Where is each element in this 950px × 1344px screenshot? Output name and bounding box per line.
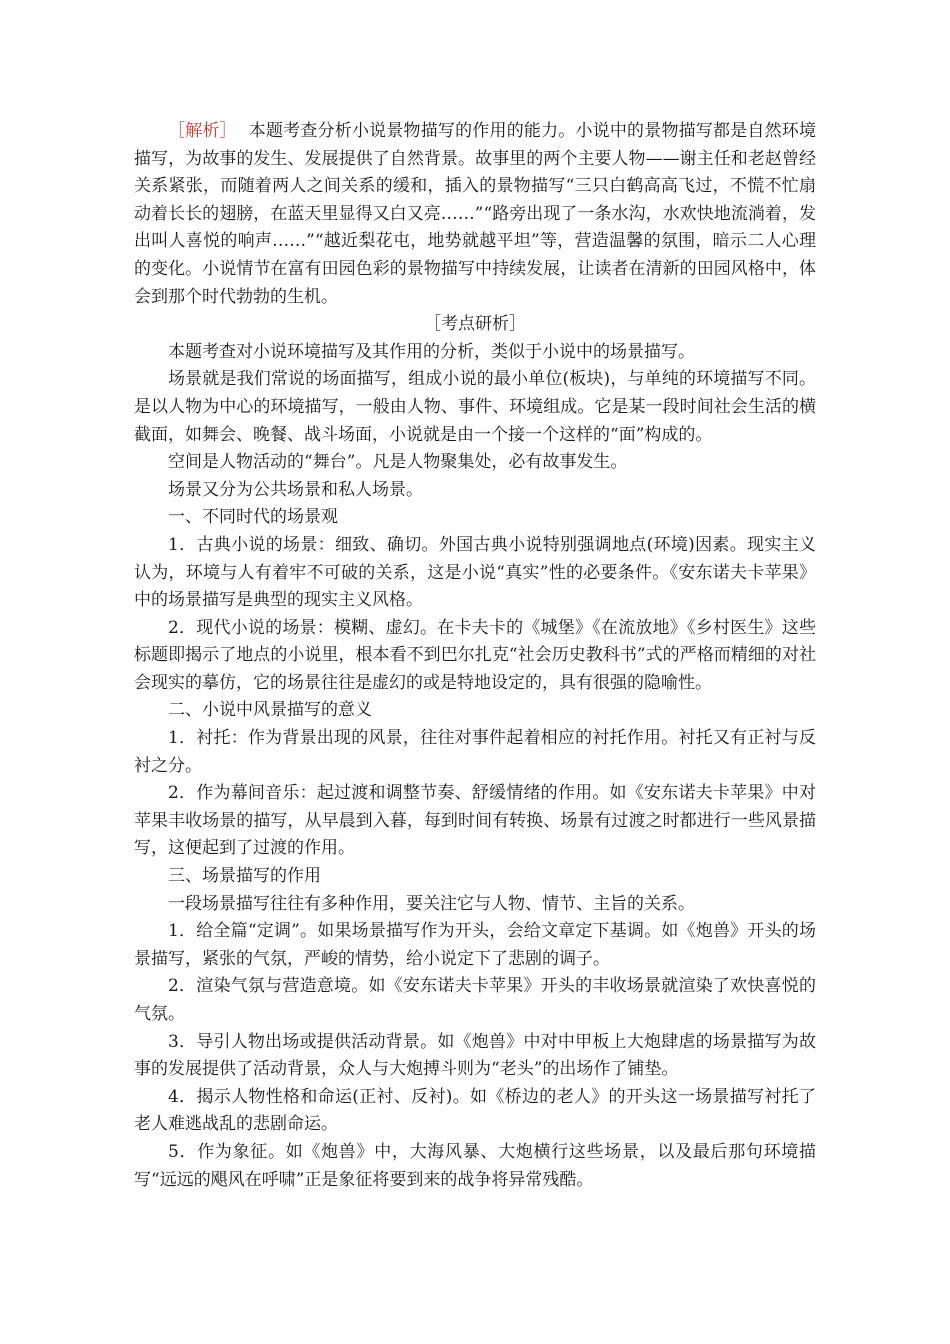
body-paragraph: 1．给全篇“定调”。如果场景描写作为开头，会给文章定下基调。如《炮兽》开头的场景描写，紧张的气氛，严峻的情势，给小说定下了悲剧的调子。 <box>134 921 816 969</box>
body-paragraph: 场景就是我们常说的场面描写，组成小说的最小单位(板块)，与单纯的环境描写不同。是以人物为中心的环境描写，一般由人物、事件、环境组成。它是某一段时间社会生活的横截面，如舞会、晚餐、战斗场面，小说就是由一个接一个这样的“面”构成的。 <box>134 369 816 445</box>
body-paragraph: 场景又分为公共场景和私人场景。 <box>168 479 423 500</box>
body-paragraph: 4．揭示人物性格和命运(正衬、反衬)。如《桥边的老人》的开头这一场景描写衬托了老人难逃战乱的悲剧命运。 <box>134 1086 816 1135</box>
document-page <box>134 118 816 1194</box>
subheading: 三、场景描写的作用 <box>168 866 321 887</box>
body-paragraph: 2．渲染气氛与营造意境。如《安东诺夫卡苹果》开头的丰收场景就渲染了欢快喜悦的气氛。 <box>134 976 816 1024</box>
body-paragraph: 本题考查对小说环境描写及其作用的分析，类似于小说中的场景描写。 <box>168 341 695 362</box>
body-paragraph: 空间是人物活动的“舞台”。凡是人物聚集处，必有故事发生。 <box>168 452 628 473</box>
subheading: 二、小说中风景描写的意义 <box>168 700 372 721</box>
body-paragraph: 1．古典小说的场景：细致、确切。外国古典小说特别强调地点(环境)因素。现实主义认为，环境与人有着牢不可破的关系，这是小说“真实”性的必要条件。《安东诺夫卡苹果》中的场景描写是典型的现实主义风格。 <box>134 534 816 611</box>
body-paragraph: 一段场景描写往往有多种作用，要关注它与人物、情节、主旨的关系。 <box>168 893 695 914</box>
body-paragraph: 2．现代小说的场景：模糊、虚幻。在卡夫卡的《城堡》《在流放地》《乡村医生》这些标题即揭示了地点的小说里，根本看不到巴尔扎克“社会历史教科书”式的严格而精细的对社会现实的摹仿，它的场景往往是虚幻的或是特地设定的，具有很强的隐喻性。 <box>134 617 816 693</box>
analysis-text: 本题考查分析小说景物描写的作用的能力。小说中的景物描写都是自然环境描写，为故事的发生、发展提供了自然背景。故事里的两个主要人物——谢主任和老赵曾经关系紧张，而随着两人之间关系的缓和，插入的景物描写“三只白鹤高高飞过，不慌不忙扇动着长长的翅膀，在蓝天里显得又白又亮……”“路旁出现了一条水沟，水欢快地流淌着，发出叫人喜悦的响声……”“越近梨花屯，地势就越平坦”等，营造温馨的氛围，暗示二人心理的变化。小说情节在富有田园色彩的景物描写中持续发展，让读者在清新的田园风格中，体会到那个时代勃勃的生机。 <box>134 121 817 307</box>
body-paragraph: 5．作为象征。如《炮兽》中，大海风暴、大炮横行这些场景，以及最后那句环境描写“远远的飓风在呼啸”正是象征将要到来的战争将异常残酷。 <box>134 1141 816 1190</box>
body-paragraph: 2．作为幕间音乐：起过渡和调整节奏、舒缓情绪的作用。如《安东诺夫卡苹果》中对苹果丰收场景的描写，从早晨到入暮，每到时间有转换、场景有过渡之时都进行一些风景描写，这便起到了过渡的作用。 <box>134 783 816 859</box>
body-paragraph: 1．衬托：作为背景出现的风景，往往对事件起着相应的衬托作用。衬托又有正衬与反衬之分。 <box>134 728 816 776</box>
body-paragraph: 3．导引人物出场或提供活动背景。如《炮兽》中对中甲板上大炮肆虐的场景描写为故事的发展提供了活动背景，众人与大炮搏斗则为“老头”的出场作了铺垫。 <box>134 1031 816 1080</box>
analysis-tag: ［解析］ <box>168 121 237 141</box>
subheading: 一、不同时代的场景观 <box>168 507 338 528</box>
section-title: ［考点研析］ <box>424 314 526 335</box>
analysis-paragraph <box>134 118 816 311</box>
